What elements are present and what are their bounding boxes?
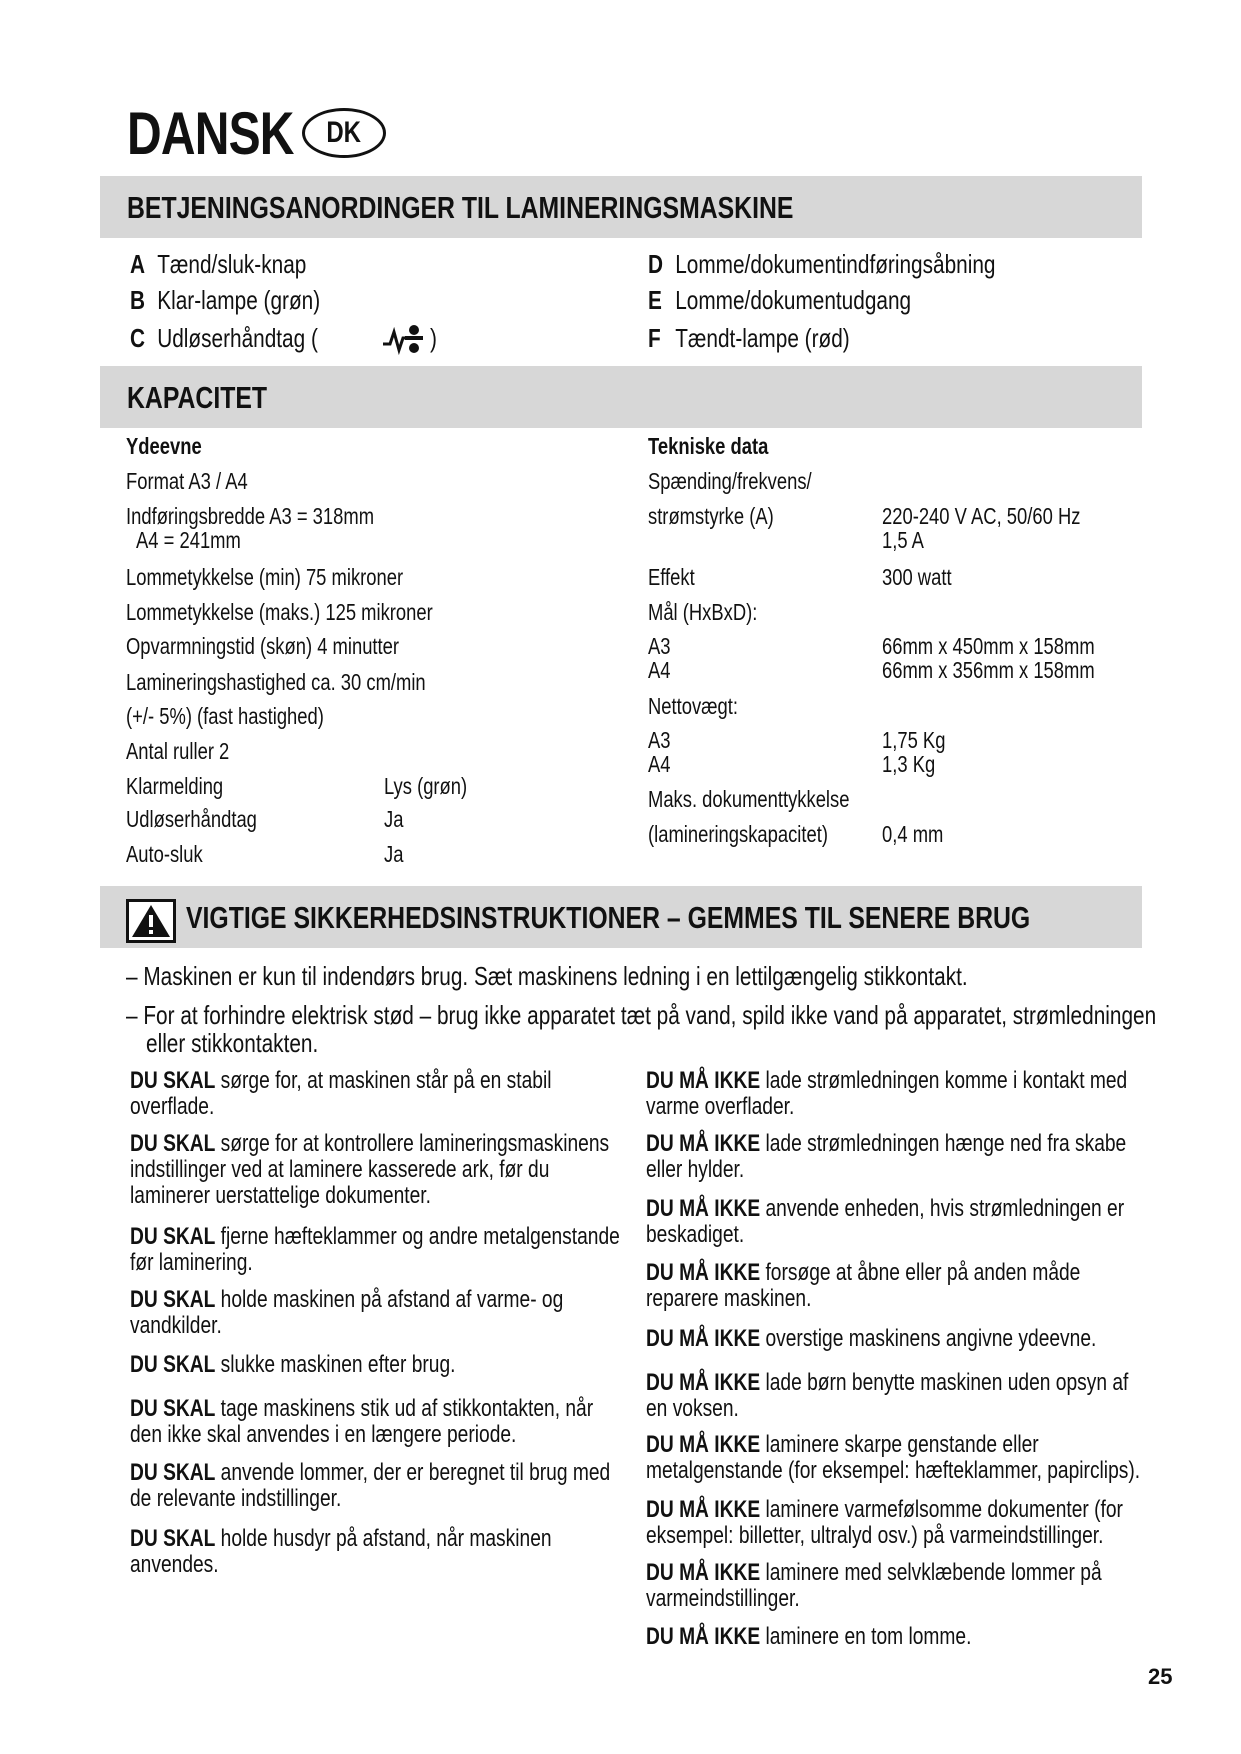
- tech-voltage-label-1: Spænding/frekvens/: [648, 468, 812, 494]
- control-item-a: [130, 250, 306, 278]
- capacity-header-band: [100, 366, 1142, 428]
- spec-release-label: Udløserhåndtag: [126, 806, 257, 832]
- tech-a4-dims: 66mm x 356mm x 158mm: [882, 657, 1095, 683]
- tech-maxdoc-label-1: Maks. dokumenttykkelse: [648, 786, 850, 812]
- tech-maxdoc-value: 0,4 mm: [882, 821, 944, 847]
- tech-weight-label: Nettovægt:: [648, 693, 738, 719]
- warning-icon: [126, 899, 176, 943]
- control-item-b: [130, 286, 320, 314]
- control-label: Klar-lampe (grøn): [157, 285, 321, 315]
- spec-speed: Lamineringshastighed ca. 30 cm/min: [126, 669, 426, 695]
- control-letter: A: [130, 249, 146, 279]
- safety-bullet-2b: eller stikkontakten.: [146, 1028, 319, 1058]
- must-rule-4: DU SKAL holde maskinen på afstand af varme- og vandkilder.: [130, 1286, 564, 1339]
- control-item-f: [648, 324, 850, 352]
- tech-voltage-value-2: 1,5 A: [882, 527, 924, 553]
- mustnot-rule-8: DU MÅ IKKE laminere varmefølsomme dokumenter (for eksempel: billetter, ultralyd osv.) på varmeindstillinger.: [646, 1496, 1123, 1549]
- mustnot-rule-6: DU MÅ IKKE lade børn benytte maskinen uden opsyn af en voksen.: [646, 1369, 1129, 1422]
- control-item-d: [648, 250, 995, 278]
- spec-format: Format A3 / A4: [126, 468, 248, 494]
- spec-speed-note: (+/- 5%) (fast hastighed): [126, 703, 324, 729]
- must-rule-1: DU SKAL sørge for, at maskinen står på en stabil overflade.: [130, 1067, 552, 1120]
- mustnot-rule-9: DU MÅ IKKE laminere med selvklæbende lommer på varmeindstillinger.: [646, 1559, 1102, 1612]
- spec-min-thickness: Lommetykkelse (min) 75 mikroner: [126, 564, 404, 590]
- control-letter: C: [130, 323, 146, 353]
- must-rule-8: DU SKAL holde husdyr på afstand, når maskinen anvendes.: [130, 1525, 552, 1578]
- must-rule-2: DU SKAL sørge for at kontrollere lamineringsmaskinens indstillinger ved at laminere kasserede ark, før du laminerer uerstattelige dokumenter.: [130, 1130, 610, 1209]
- tech-power-value: 300 watt: [882, 564, 952, 590]
- tech-voltage-label-2: strømstyrke (A): [648, 503, 774, 529]
- mustnot-rule-3: DU MÅ IKKE anvende enheden, hvis strømledningen er beskadiget.: [646, 1195, 1125, 1248]
- must-rule-3: DU SKAL fjerne hæfteklammer og andre metalgenstande før laminering.: [130, 1223, 620, 1276]
- tech-voltage-value-1: 220-240 V AC, 50/60 Hz: [882, 503, 1081, 529]
- tech-a4-label: A4: [648, 657, 671, 683]
- tech-a3-weight: 1,75 Kg: [882, 727, 946, 753]
- control-label: Tændt-lampe (rød): [675, 323, 850, 353]
- mustnot-rule-4: DU MÅ IKKE forsøge at åbne eller på anden måde reparere maskinen.: [646, 1259, 1081, 1312]
- mustnot-rule-1: DU MÅ IKKE lade strømledningen komme i kontakt med varme overflader.: [646, 1067, 1128, 1120]
- safety-bullet-1: – Maskinen er kun til indendørs brug. Sæt maskinens ledning i en lettilgængelig stikkontakt.: [126, 961, 968, 991]
- spec-release-value: Ja: [384, 806, 404, 832]
- controls-heading: BETJENINGSANORDINGER TIL LAMINERINGSMASKINE: [127, 190, 794, 225]
- tech-a3-label: A3: [648, 633, 671, 659]
- must-rule-7: DU SKAL anvende lommer, der er beregnet til brug med de relevante indstillinger.: [130, 1459, 611, 1512]
- spec-max-thickness: Lommetykkelse (maks.) 125 mikroner: [126, 599, 433, 625]
- spec-width-a3: Indføringsbredde A3 = 318mm: [126, 503, 375, 529]
- warning-triangle-icon: [130, 903, 172, 939]
- tech-maxdoc-label-2: (lamineringskapacitet): [648, 821, 828, 847]
- safety-bullet-2a: – For at forhindre elektrisk stød – brug ikke apparatet tæt på vand, spild ikke vand på apparatet, strømledningen: [126, 1000, 1157, 1030]
- control-letter: F: [648, 323, 661, 353]
- mustnot-rule-5: DU MÅ IKKE overstige maskinens angivne ydeevne.: [646, 1325, 1097, 1352]
- tech-a4-weight: 1,3 Kg: [882, 751, 936, 777]
- tech-a3-weight-label: A3: [648, 727, 671, 753]
- page-number: 25: [1148, 1664, 1173, 1689]
- spec-rollers: Antal ruller 2: [126, 738, 230, 764]
- control-item-e: [648, 286, 911, 314]
- spec-ready-value: Lys (grøn): [384, 773, 468, 799]
- must-rule-6: DU SKAL tage maskinens stik ud af stikkontakten, når den ikke skal anvendes i en længere periode.: [130, 1395, 594, 1448]
- mustnot-rule-2: DU MÅ IKKE lade strømledningen hænge ned fra skabe eller hylder.: [646, 1130, 1127, 1183]
- control-letter: E: [648, 285, 662, 315]
- page-title: DANSK: [127, 99, 294, 167]
- tech-a4-weight-label: A4: [648, 751, 671, 777]
- performance-heading: Ydeevne: [126, 433, 202, 459]
- control-item-c-close: ): [430, 323, 437, 353]
- control-label: Lomme/dokumentindføringsåbning: [675, 249, 996, 279]
- spec-warmup: Opvarmningstid (skøn) 4 minutter: [126, 633, 400, 659]
- title-row: [127, 98, 362, 168]
- control-letter: B: [130, 285, 146, 315]
- mustnot-rule-10: DU MÅ IKKE laminere en tom lomme.: [646, 1623, 972, 1650]
- release-lever-icon: [381, 322, 425, 356]
- spec-ready-label: Klarmelding: [126, 773, 224, 799]
- control-label: Lomme/dokumentudgang: [675, 285, 912, 315]
- tech-power-label: Effekt: [648, 564, 695, 590]
- spec-autooff-value: Ja: [384, 841, 404, 867]
- tech-a3-dims: 66mm x 450mm x 158mm: [882, 633, 1095, 659]
- capacity-heading: KAPACITET: [127, 380, 268, 415]
- controls-header-band: [100, 176, 1142, 238]
- technical-heading: Tekniske data: [648, 433, 769, 459]
- must-rule-5: DU SKAL slukke maskinen efter brug.: [130, 1351, 456, 1378]
- tech-dims-label: Mål (HxBxD):: [648, 599, 758, 625]
- control-label: Tænd/sluk-knap: [157, 249, 307, 279]
- mustnot-rule-7: DU MÅ IKKE laminere skarpe genstande eller metalgenstande (for eksempel: hæfteklammer, papirclips).: [646, 1431, 1141, 1484]
- control-label: Udløserhåndtag (: [157, 323, 318, 353]
- spec-autooff-label: Auto-sluk: [126, 841, 203, 867]
- language-code: DK: [326, 116, 362, 149]
- control-item-c: [130, 324, 318, 352]
- safety-heading: VIGTIGE SIKKERHEDSINSTRUKTIONER – GEMMES TIL SENERE BRUG: [186, 900, 1031, 935]
- control-letter: D: [648, 249, 664, 279]
- spec-width-a4: A4 = 241mm: [136, 527, 241, 553]
- language-badge: [302, 108, 386, 158]
